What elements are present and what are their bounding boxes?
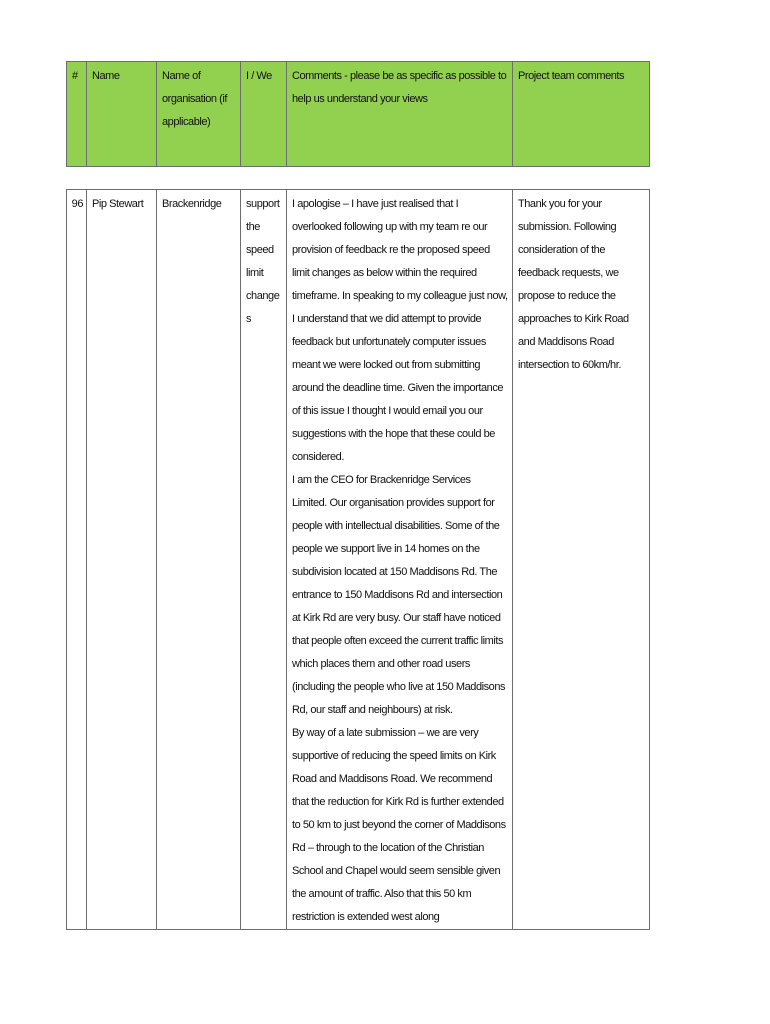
- header-comments: Comments - please be as specific as possible to help us understand your views: [287, 62, 513, 167]
- row-name: Pip Stewart: [87, 190, 157, 930]
- comment-paragraph-3: By way of a late submission – we are very supportive of reducing the speed limits on Kirk Road and Maddisons Road. We recommend that the reduction for Kirk Rd is further extended to 50 km to just beyond the corner of Maddisons Rd – through to the location of the Christian School and Chapel would seem sensible given the amount of traffic. Also that this 50 km restriction is extended west along: [292, 727, 506, 923]
- row-i-we: support the speed limit changes: [241, 190, 287, 930]
- submission-table: [66, 189, 650, 930]
- row-project-team-comment: Thank you for your submission. Following consideration of the feedback requests, we propose to reduce the approaches to Kirk Road and Maddisons Road intersection to 60km/hr.: [513, 190, 650, 930]
- row-comments: [287, 190, 513, 930]
- header-name: Name: [87, 62, 157, 167]
- comment-paragraph-1: I apologise – I have just realised that I overlooked following up with my team re our provision of feedback re the proposed speed limit changes as below within the required timeframe. In speaking to my colleague just now, I understand that we did attempt to provide feedback but unfortunately computer issues meant we were locked out from submitting around the deadline time. Given the importance of this issue I thought I would email you our suggestions with the hope that these could be considered.: [292, 198, 508, 463]
- header-i-we: I / We: [241, 62, 287, 167]
- header-project-team-comments: Project team comments: [513, 62, 650, 167]
- table-row: [67, 190, 650, 930]
- header-table: [66, 61, 650, 167]
- header-number: #: [67, 62, 87, 167]
- row-number: 96: [67, 190, 87, 930]
- header-row: [67, 62, 650, 167]
- comment-paragraph-2: I am the CEO for Brackenridge Services Limited. Our organisation provides support for people with intellectual disabilities. Some of the people we support live in 14 homes on the subdivision located at 150 Maddisons Rd. The entrance to 150 Maddisons Rd and intersection at Kirk Rd are very busy. Our staff have noticed that people often exceed the current traffic limits which places them and other road users (including the people who live at 150 Maddisons Rd, our staff and neighbours) at risk.: [292, 474, 506, 716]
- header-organisation: Name of organisation (if applicable): [157, 62, 241, 167]
- row-organisation: Brackenridge: [157, 190, 241, 930]
